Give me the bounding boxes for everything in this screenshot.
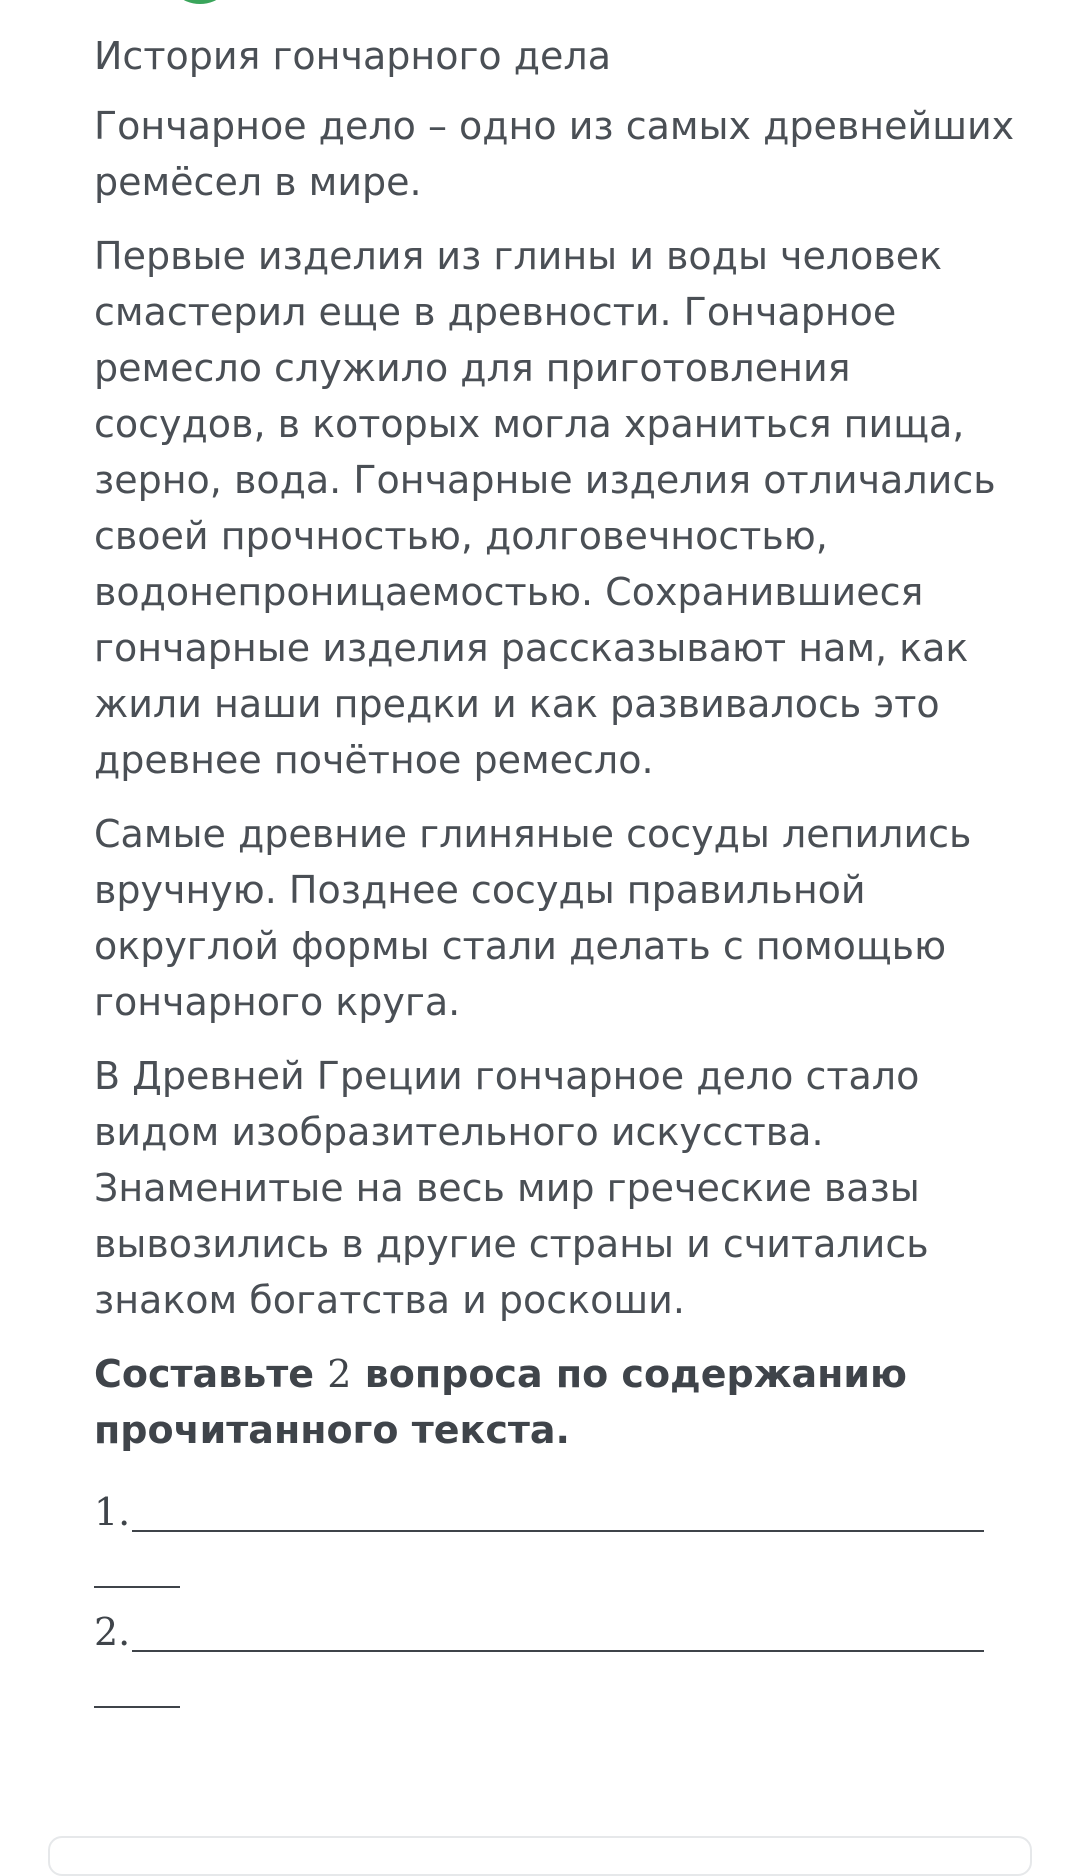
answer-1	[94, 1484, 1024, 1588]
document-content	[94, 28, 1024, 1724]
answer-2-blank-line	[132, 1610, 984, 1652]
answer-2	[94, 1604, 1024, 1708]
paragraph-4: В Древней Греции гончарное дело стало видом изобразительного искусства. Знаменитые на весь мир греческие вазы вывозились в другие страны и считались знаком богатства и роскоши.	[94, 1054, 929, 1322]
answer-1-label: 1.	[94, 1490, 131, 1534]
task-prefix: Составьте	[94, 1352, 328, 1396]
document-title: История гончарного дела	[94, 34, 611, 78]
paragraph-1: Гончарное дело – одно из самых древнейших ремёсел в мире.	[94, 104, 1015, 204]
answer-2-blank-continuation	[94, 1660, 180, 1708]
answer-2-label: 2.	[94, 1610, 131, 1654]
paragraph-3: Самые древние глиняные сосуды лепились вручную. Позднее сосуды правильной округлой формы стали делать с помощью гончарного круга.	[94, 812, 972, 1024]
answer-1-blank-line	[132, 1490, 984, 1532]
answer-1-blank-continuation	[94, 1540, 180, 1588]
task-instruction	[94, 1346, 1024, 1458]
task-suffix: вопроса по содержанию прочитанного текста.	[94, 1352, 907, 1452]
bottom-card-edge	[48, 1836, 1032, 1876]
task-number: 2	[327, 1352, 352, 1396]
green-arc-decoration	[165, 0, 235, 4]
paragraph-2: Первые изделия из глины и воды человек смастерил еще в древности. Гончарное ремесло служило для приготовления сосудов, в которых могла храниться пища, зерно, вода. Гончарные изделия отличались своей прочностью, долговечностью, водонепроницаемостью. Сохранившиеся гончарные изделия рассказывают нам, как жили наши предки и как развивалось это древнее почётное ремесло.	[94, 234, 996, 782]
